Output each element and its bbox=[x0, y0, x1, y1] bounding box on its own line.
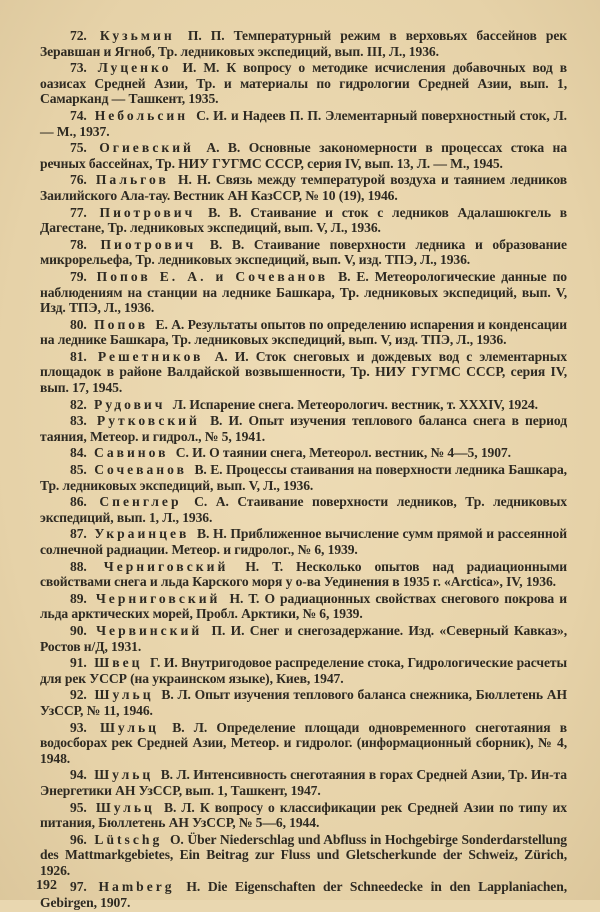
reference-entry bbox=[40, 494, 567, 525]
reference-author: Черниговский bbox=[95, 590, 221, 606]
reference-entry bbox=[40, 445, 567, 461]
reference-number: 91. bbox=[70, 655, 87, 671]
reference-number: 87. bbox=[70, 526, 87, 542]
reference-entry bbox=[40, 559, 567, 590]
reference-entry bbox=[40, 349, 567, 396]
reference-text: С. А. Стаивание поверхности ледников, Тр. ледниковых экспедиций, вып. 1, Л., 1936. bbox=[40, 494, 567, 525]
reference-text: С. И. О таянии снега, Метеорол. вестник, № 4—5, 1907. bbox=[175, 445, 511, 461]
page-number: 192 bbox=[36, 878, 57, 893]
reference-author: Шульц bbox=[95, 799, 155, 815]
reference-author: Lütschg bbox=[94, 831, 163, 847]
reference-author: Сочеванов bbox=[94, 462, 187, 478]
reference-author: Червинский bbox=[96, 622, 203, 638]
reference-number: 89. bbox=[70, 590, 87, 606]
reference-entry bbox=[40, 832, 567, 879]
reference-number: 96. bbox=[70, 831, 87, 847]
reference-author: Пиотрович bbox=[99, 204, 196, 220]
reference-number: 92. bbox=[70, 687, 87, 703]
reference-text: Е. А. Результаты опытов по определению испарения и конденсации на леднике Башкара, Тр. ледниковых экспедиций, вып. V, изд. ТПЭ, Л., 1936. bbox=[40, 316, 567, 348]
reference-list bbox=[40, 28, 567, 912]
reference-entry bbox=[40, 462, 567, 493]
reference-entry bbox=[40, 623, 567, 654]
reference-number: 97. bbox=[70, 879, 87, 895]
reference-author: Огиевский bbox=[99, 140, 194, 156]
reference-entry bbox=[40, 655, 567, 686]
reference-author: Hamberg bbox=[98, 879, 175, 895]
reference-text: В. И. Опыт изучения теплового баланса снега в период таяния, Метеор. и гидрол., № 5, 1941. bbox=[40, 413, 567, 444]
reference-number: 77. bbox=[70, 204, 87, 220]
reference-author: Шульц bbox=[99, 719, 160, 735]
reference-text: H. Die Eigenschaften der Schneedecke in den Lapplaniachen, Gebirgen, 1907. bbox=[40, 879, 567, 911]
reference-number: 84. bbox=[70, 445, 87, 461]
reference-text: В. Е. Метеорологические данные по наблюдениям на станции на леднике Башкара, Тр. ледниковых экспедиций, вып. V, Изд. ТПЭ, Л., 1936. bbox=[40, 268, 567, 316]
reference-text: И. М. К вопросу о методике исчисления добавочных вод в оазисах Средней Азии, Тр. и материалы по гидрологии Средней Азии, вып. 1, Самарканд — Ташкент, 1935. bbox=[40, 60, 567, 107]
reference-entry bbox=[40, 526, 567, 557]
reference-number: 95. bbox=[70, 799, 87, 815]
reference-entry bbox=[40, 687, 567, 718]
reference-entry bbox=[40, 60, 567, 107]
reference-author: Попов Е. А. и Сочеванов bbox=[96, 268, 329, 284]
reference-number: 80. bbox=[70, 316, 87, 332]
reference-text: Л. Испарение снега. Метеорологич. вестник, т. XXXIV, 1924. bbox=[172, 396, 538, 412]
reference-author: Рудович bbox=[94, 396, 166, 412]
reference-number: 90. bbox=[70, 622, 87, 638]
reference-text: А. В. Основные закономерности в процессах стока на речных бассейнах, Тр. НИУ ГУГМС СССР, серия IV, вып. 13, Л. — М., 1945. bbox=[40, 140, 567, 171]
reference-entry bbox=[40, 172, 567, 203]
reference-text: А. И. Сток снеговых и дождевых вод с элементарных площадок в районе Валдайской возвышенности, Тр. НИУ ГУГМС СССР, серия IV, вып. 17, 1945. bbox=[40, 348, 567, 396]
reference-author: Луценко bbox=[97, 60, 172, 76]
reference-entry bbox=[40, 205, 567, 236]
reference-text: П. П. Температурный режим в верховьях бассейнов рек Зеравшан и Ягноб, Тр. ледниковых экспедиций, вып. III, Л., 1936. bbox=[40, 28, 567, 59]
reference-author: Черниговский bbox=[103, 558, 229, 574]
reference-author: Пиотрович bbox=[100, 236, 197, 252]
reference-number: 76. bbox=[70, 172, 87, 188]
reference-entry bbox=[40, 108, 567, 139]
reference-author: Попов bbox=[94, 316, 149, 332]
reference-number: 86. bbox=[70, 494, 87, 510]
reference-author: Спенглер bbox=[99, 494, 182, 510]
reference-number: 81. bbox=[70, 348, 87, 364]
reference-text: Н. Т. Несколько опытов над радиационными свойствами снега и льда Карского моря у о-ва Уединения в 1935 г. «Arctica», IV, 1936. bbox=[40, 558, 567, 590]
reference-text: В. Л. Опыт изучения теплового баланса снежника, Бюллетень АН УзССР, № 11, 1946. bbox=[40, 687, 567, 718]
reference-number: 73. bbox=[70, 60, 87, 76]
reference-number: 79. bbox=[70, 268, 87, 284]
reference-number: 75. bbox=[70, 140, 87, 156]
reference-number: 83. bbox=[70, 413, 87, 429]
reference-number: 93. bbox=[70, 719, 87, 735]
reference-entry bbox=[40, 397, 567, 413]
reference-number: 94. bbox=[70, 767, 87, 783]
reference-author: Шульц bbox=[94, 767, 154, 783]
reference-author: Пальгов bbox=[95, 172, 169, 188]
reference-number: 88. bbox=[70, 558, 87, 574]
reference-number: 85. bbox=[70, 462, 87, 478]
reference-author: Рутковский bbox=[96, 413, 200, 429]
reference-author: Украинцев bbox=[94, 526, 190, 542]
reference-author: Кузьмин bbox=[99, 28, 175, 43]
reference-number: 72. bbox=[70, 28, 87, 43]
reference-number: 74. bbox=[70, 107, 87, 123]
reference-author: Шульц bbox=[94, 687, 154, 703]
reference-author: Савинов bbox=[94, 445, 169, 461]
reference-entry bbox=[40, 591, 567, 622]
reference-text: В. Н. Приближенное вычисление сумм прямой и рассеянной солнечной радиации. Метеор. и гидролог., № 6, 1939. bbox=[40, 526, 567, 557]
reference-text: O. Über Niederschlag und Abfluss in Hochgebirge Sonderdarstellung des Mattmarkgebietes, Ein Beitrag zur Fluss und Gletscherkunde der Schweiz, Zürich, 1926. bbox=[40, 831, 567, 878]
reference-text: П. И. Снег и снегозадержание. Изд. «Северный Кавказ», Ростов н/Д, 1931. bbox=[40, 622, 567, 654]
reference-entry bbox=[40, 28, 567, 59]
reference-text: В. Л. Интенсивность снеготаяния в горах Средней Азии, Тр. Ин-та Энергетики АН УзССР, вып. 1, Ташкент, 1947. bbox=[40, 767, 567, 798]
reference-entry bbox=[40, 317, 567, 348]
reference-text: Н. Н. Связь между температурой воздуха и таянием ледников Заилийского Ала-тау. Вестник АН КазССР, № 10 (19), 1946. bbox=[40, 172, 567, 203]
reference-entry bbox=[40, 413, 567, 444]
reference-text: В. В. Стаивание поверхности ледника и образование микрорельефа, Тр. ледниковых экспедиций, вып. V, изд. ТПЭ, Л., 1936. bbox=[40, 236, 567, 268]
reference-author: Швец bbox=[94, 655, 143, 671]
reference-entry bbox=[40, 237, 567, 268]
reference-entry bbox=[40, 140, 567, 171]
reference-text: В. В. Стаивание и сток с ледников Адалашюкгель в Дагестане, Тр. ледниковых экспедиций, вып. V, Л., 1936. bbox=[40, 204, 567, 236]
reference-text: Н. Т. О радиационных свойствах снегового покрова и льда арктических морей, Пробл. Арктики, № 6, 1939. bbox=[40, 590, 567, 622]
reference-text: В. Е. Процессы стаивания на поверхности ледника Башкара, Тр. ледниковых экспедиций, вып. V, Л., 1936. bbox=[40, 462, 567, 493]
reference-entry bbox=[40, 767, 567, 798]
reference-entry bbox=[40, 720, 567, 767]
reference-number: 82. bbox=[70, 396, 87, 412]
reference-entry bbox=[40, 269, 567, 316]
reference-text: С. И. и Надеев П. П. Элементарный поверхностный сток, Л. — М., 1937. bbox=[40, 107, 567, 139]
reference-text: В. Л. Определение площади одновременного снеготаяния в водосборах рек Средней Азии, Метеор. и гидролог. (информационный сборник), № 4, 1948. bbox=[40, 719, 567, 766]
reference-author: Решетников bbox=[97, 348, 204, 364]
reference-entry bbox=[40, 800, 567, 831]
reference-author: Небольсин bbox=[94, 107, 189, 123]
reference-text: Г. И. Внутригодовое распределение стока, Гидрологические расчеты для рек УССР (на украинском языке), Киев, 1947. bbox=[40, 655, 567, 686]
reference-number: 78. bbox=[70, 236, 87, 252]
reference-text: В. Л. К вопросу о классификации рек Средней Азии по типу их питания, Бюллетень АН УзССР, № 5—6, 1944. bbox=[40, 799, 567, 831]
reference-entry bbox=[40, 879, 567, 910]
